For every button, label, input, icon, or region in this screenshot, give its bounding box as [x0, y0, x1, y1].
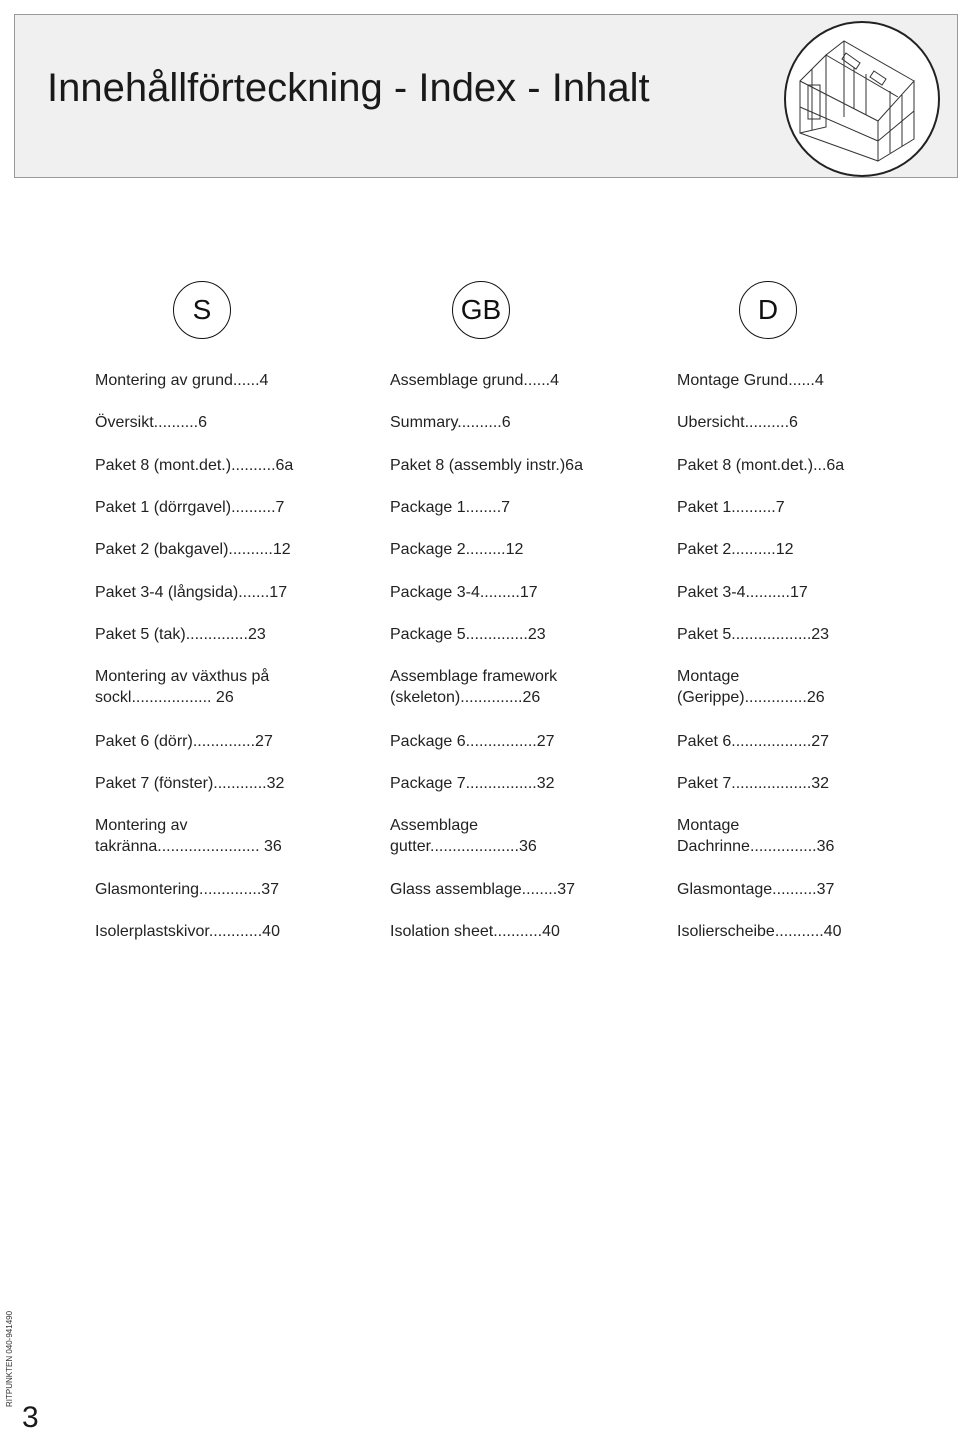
toc-entry-label: Assemblage framework: [390, 668, 558, 685]
toc-entry-label: Isolerplastskivor: [95, 923, 209, 940]
toc-entry-label: Paket 1: [677, 499, 732, 516]
toc-entry: [95, 539, 291, 560]
toc-entry-page: ..................27: [731, 733, 830, 750]
toc-entry: [390, 412, 511, 433]
toc-entry-page: ..............37: [199, 881, 280, 898]
toc-entry-label: Paket 5 (tak): [95, 626, 186, 643]
toc-entry: [95, 773, 284, 794]
toc-entry: [95, 731, 273, 752]
toc-entry-label: Paket 3-4 (långsida): [95, 584, 239, 601]
toc-entry-label: Paket 8 (assembly instr.): [390, 457, 566, 474]
toc-entry: [390, 539, 523, 560]
toc-entry-label: sockl: [95, 689, 132, 706]
toc-entry-label: Assemblage: [390, 817, 479, 834]
toc-entry-page: ..............26: [460, 689, 541, 706]
toc-entry-page: ...6a: [813, 457, 845, 474]
toc-entry: [677, 666, 825, 708]
toc-entry-label: takränna: [95, 838, 158, 855]
toc-entry-page: ..........37: [772, 881, 835, 898]
toc-entry-page: 6a: [565, 457, 583, 474]
toc-entry-label: Montage Grund: [677, 372, 789, 389]
page-number: 3: [22, 1401, 39, 1434]
toc-entry-label: Montage: [677, 668, 740, 685]
side-code: RITPUNKTEN 040-941490: [5, 1310, 14, 1407]
toc-entry-page: ...........40: [493, 923, 560, 940]
toc-entry-label: Package 7: [390, 775, 466, 792]
toc-entry-page: ..........6: [153, 414, 208, 431]
toc-entry: [677, 879, 834, 900]
toc-entry: [390, 773, 555, 794]
toc-entry-label: (Gerippe): [677, 689, 745, 706]
language-badge-d: D: [739, 281, 797, 339]
toc-entry: [95, 412, 207, 433]
toc-entry-page: ......4: [523, 372, 559, 389]
toc-entry-label: Package 3-4: [390, 584, 480, 601]
toc-entry-label: Paket 3-4: [677, 584, 746, 601]
toc-entry-page: ............32: [213, 775, 285, 792]
toc-entry-label: Paket 5: [677, 626, 732, 643]
toc-entry-label: Montering av växthus på: [95, 668, 270, 685]
toc-entry-page: ......4: [788, 372, 824, 389]
toc-entry-label: (skeleton): [390, 689, 461, 706]
toc-entry: [95, 370, 268, 391]
toc-entry-label: Ubersicht: [677, 414, 745, 431]
toc-entry-label: Package 1: [390, 499, 466, 516]
page-title: Innehållförteckning - Index - Inhalt: [47, 66, 650, 110]
toc-entry: [390, 582, 538, 603]
toc-entry-label: Glass assemblage: [390, 881, 522, 898]
toc-entry-page: ........7: [465, 499, 511, 516]
toc-entry: [95, 582, 287, 603]
toc-entry-label: Paket 2 (bakgavel): [95, 541, 229, 558]
toc-entry-page: ..........12: [228, 541, 291, 558]
toc-entry: [95, 879, 279, 900]
toc-entry-page: .........12: [465, 541, 524, 558]
toc-entry-page: ......4: [232, 372, 269, 389]
toc-entry-label: Paket 6 (dörr): [95, 733, 193, 750]
toc-entry: [390, 666, 557, 708]
toc-entry-page: .................. 26: [131, 689, 234, 706]
toc-entry-label: Dachrinne: [677, 838, 750, 855]
toc-entry: [390, 921, 560, 942]
toc-entry-label: Montering av grund: [95, 372, 233, 389]
toc-entry: [95, 497, 284, 518]
toc-entry: [390, 455, 583, 476]
toc-entry-page: ..........17: [745, 584, 808, 601]
toc-entry: [390, 370, 559, 391]
toc-entry: [95, 624, 266, 645]
toc-entry-page: ..............27: [192, 733, 273, 750]
toc-entry-page: ..............26: [744, 689, 825, 706]
greenhouse-icon: [782, 19, 942, 179]
toc-entry-page: .......17: [238, 584, 288, 601]
toc-entry-label: Glasmontage: [677, 881, 773, 898]
toc-entry-label: Package 2: [390, 541, 466, 558]
toc-entry: [677, 624, 829, 645]
toc-entry-label: Montage: [677, 817, 740, 834]
toc-entry: [677, 539, 794, 560]
toc-entry-label: Paket 7 (fönster): [95, 775, 214, 792]
language-badge-s: S: [173, 281, 231, 339]
language-badge-gb: GB: [452, 281, 510, 339]
toc-entry-label: Package 5: [390, 626, 466, 643]
toc-entry: [677, 412, 798, 433]
toc-entry-label: Montering av: [95, 817, 188, 834]
toc-entry-page: ..........6: [744, 414, 798, 431]
toc-entry-label: Glasmontering: [95, 881, 200, 898]
toc-entry-label: Isolation sheet: [390, 923, 494, 940]
toc-entry-page: ..........7: [231, 499, 285, 516]
toc-entry-page: ....................36: [430, 838, 537, 855]
toc-entry: [677, 582, 808, 603]
toc-entry: [677, 497, 785, 518]
toc-entry-label: Paket 8 (mont.det.): [95, 457, 232, 474]
toc-entry-label: Översikt: [95, 414, 154, 431]
toc-entry-label: Summary: [390, 414, 458, 431]
toc-entry: [95, 815, 282, 857]
toc-entry-page: ..........7: [731, 499, 785, 516]
toc-entry: [95, 455, 293, 476]
toc-entry: [95, 921, 280, 942]
toc-entry-page: ....................... 36: [157, 838, 282, 855]
toc-entry: [390, 879, 575, 900]
toc-entry-page: ............40: [208, 923, 280, 940]
toc-entry-label: Paket 2: [677, 541, 732, 558]
toc-entry-page: ..........12: [731, 541, 794, 558]
toc-entry-label: Paket 6: [677, 733, 732, 750]
toc-entry: [677, 370, 824, 391]
toc-entry: [677, 731, 829, 752]
toc-entry: [390, 624, 546, 645]
toc-entry-label: Isolierscheibe: [677, 923, 775, 940]
toc-entry-page: .........17: [479, 584, 538, 601]
toc-entry-page: ..........6a: [231, 457, 294, 474]
toc-entry: [677, 921, 842, 942]
toc-entry: [677, 815, 834, 857]
toc-entry-page: ................32: [465, 775, 555, 792]
toc-entry-label: Package 6: [390, 733, 466, 750]
toc-entry-page: ...........40: [774, 923, 842, 940]
toc-entry-label: Paket 8 (mont.det.): [677, 457, 814, 474]
toc-entry-label: Paket 1 (dörrgavel): [95, 499, 232, 516]
toc-entry: [677, 455, 844, 476]
toc-entry-page: ..................23: [731, 626, 830, 643]
toc-entry-label: Paket 7: [677, 775, 732, 792]
toc-entry: [390, 497, 510, 518]
toc-entry-label: gutter: [390, 838, 431, 855]
toc-entry-page: ................27: [465, 733, 555, 750]
toc-entry: [95, 666, 269, 708]
toc-entry: [677, 773, 829, 794]
toc-entry-page: ..................32: [731, 775, 830, 792]
toc-entry-page: ..............23: [465, 626, 546, 643]
toc-entry: [390, 815, 537, 857]
toc-entry-page: ..............23: [185, 626, 266, 643]
toc-entry-page: ..........6: [457, 414, 511, 431]
toc-entry: [390, 731, 555, 752]
toc-entry-label: Assemblage grund: [390, 372, 524, 389]
toc-entry-page: ...............36: [749, 838, 835, 855]
toc-entry-page: ........37: [521, 881, 575, 898]
